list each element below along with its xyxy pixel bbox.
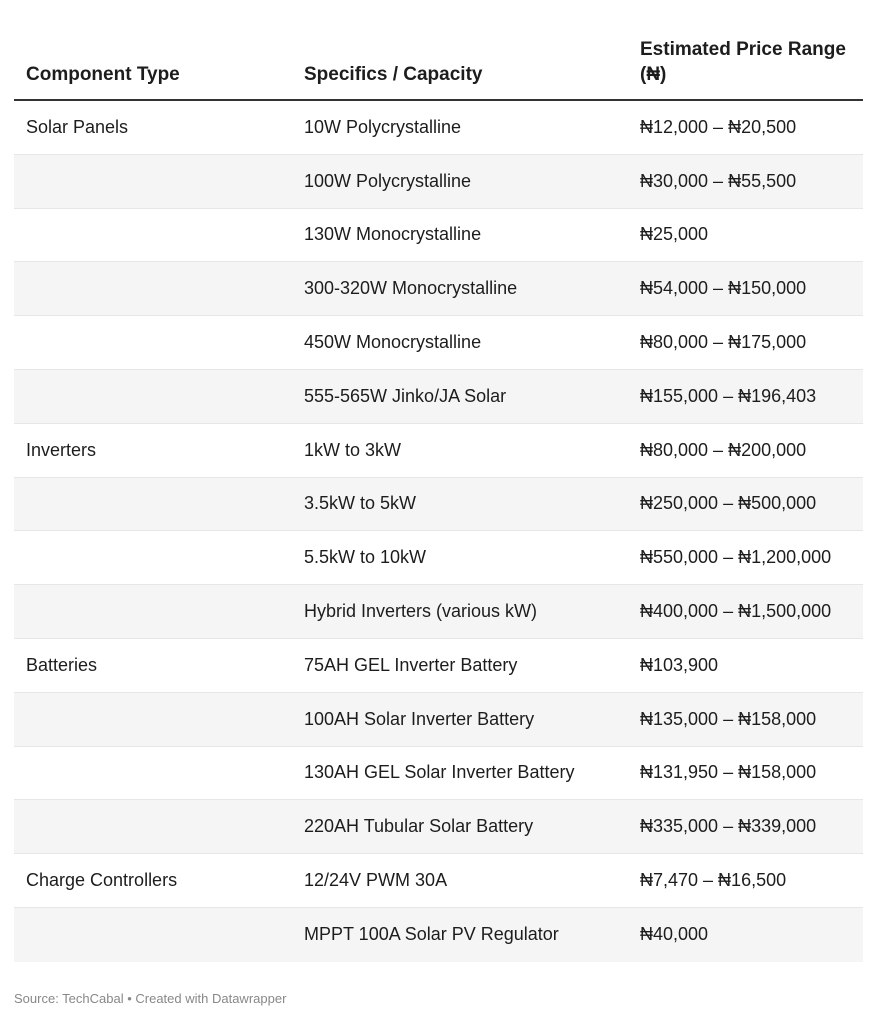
cell-specifics-capacity: 130W Monocrystalline [304, 224, 482, 245]
cell-price-range: ₦30,000 – ₦55,500 [640, 170, 797, 191]
cell-price-range: ₦7,470 – ₦16,500 [640, 870, 787, 891]
cell-price-range: ₦335,000 – ₦339,000 [640, 816, 817, 837]
cell-specifics-capacity: 130AH GEL Solar Inverter Battery [304, 762, 575, 783]
cell-price-range: ₦250,000 – ₦500,000 [640, 493, 817, 514]
header-specifics-capacity: Specifics / Capacity [304, 64, 483, 85]
header-estimated-price-range: Estimated Price Range (₦) [640, 39, 846, 85]
cell-component-type: Charge Controllers [26, 870, 178, 891]
table-row [14, 800, 863, 854]
cell-specifics-capacity: 5.5kW to 10kW [304, 547, 427, 568]
table-row [14, 531, 863, 585]
cell-component-type: Inverters [26, 439, 97, 460]
cell-specifics-capacity: 75AH GEL Inverter Battery [304, 654, 518, 675]
table-body [14, 101, 863, 962]
cell-price-range: ₦400,000 – ₦1,500,000 [640, 601, 832, 622]
cell-specifics-capacity: 220AH Tubular Solar Battery [304, 816, 534, 837]
cell-specifics-capacity: Hybrid Inverters (various kW) [304, 601, 538, 622]
cell-specifics-capacity: 450W Monocrystalline [304, 332, 482, 353]
cell-price-range: ₦550,000 – ₦1,200,000 [640, 547, 832, 568]
cell-specifics-capacity: 1kW to 3kW [304, 439, 402, 460]
cell-price-range: ₦131,950 – ₦158,000 [640, 762, 817, 783]
table-row [14, 854, 863, 908]
table-row [14, 424, 863, 478]
price-table [14, 28, 863, 962]
cell-specifics-capacity: 100W Polycrystalline [304, 170, 472, 191]
table-row [14, 478, 863, 532]
cell-price-range: ₦25,000 [640, 224, 709, 245]
cell-specifics-capacity: 10W Polycrystalline [304, 116, 462, 137]
cell-component-type: Batteries [26, 654, 98, 675]
cell-price-range: ₦135,000 – ₦158,000 [640, 708, 817, 729]
table-header-row [14, 28, 863, 101]
cell-specifics-capacity: 555-565W Jinko/JA Solar [304, 385, 507, 406]
table-row [14, 693, 863, 747]
cell-price-range: ₦80,000 – ₦175,000 [640, 332, 807, 353]
cell-specifics-capacity: 12/24V PWM 30A [304, 870, 448, 891]
table-row [14, 585, 863, 639]
cell-price-range: ₦40,000 [640, 924, 709, 945]
table-row [14, 209, 863, 263]
source-footer: Source: TechCabal • Created with Datawrapper [14, 991, 287, 1006]
table-row [14, 639, 863, 693]
table-row [14, 908, 863, 962]
cell-specifics-capacity: 3.5kW to 5kW [304, 493, 417, 514]
table-row [14, 262, 863, 316]
table-row [14, 101, 863, 155]
cell-price-range: ₦155,000 – ₦196,403 [640, 385, 817, 406]
table-row [14, 316, 863, 370]
cell-specifics-capacity: 300-320W Monocrystalline [304, 278, 518, 299]
cell-price-range: ₦103,900 [640, 654, 719, 675]
cell-component-type: Solar Panels [26, 116, 129, 137]
table-row [14, 747, 863, 801]
cell-specifics-capacity: 100AH Solar Inverter Battery [304, 708, 535, 729]
table-row [14, 155, 863, 209]
table-row [14, 370, 863, 424]
cell-specifics-capacity: MPPT 100A Solar PV Regulator [304, 924, 559, 945]
cell-price-range: ₦54,000 – ₦150,000 [640, 278, 807, 299]
cell-price-range: ₦12,000 – ₦20,500 [640, 116, 797, 137]
cell-price-range: ₦80,000 – ₦200,000 [640, 439, 807, 460]
header-component-type: Component Type [26, 64, 180, 85]
